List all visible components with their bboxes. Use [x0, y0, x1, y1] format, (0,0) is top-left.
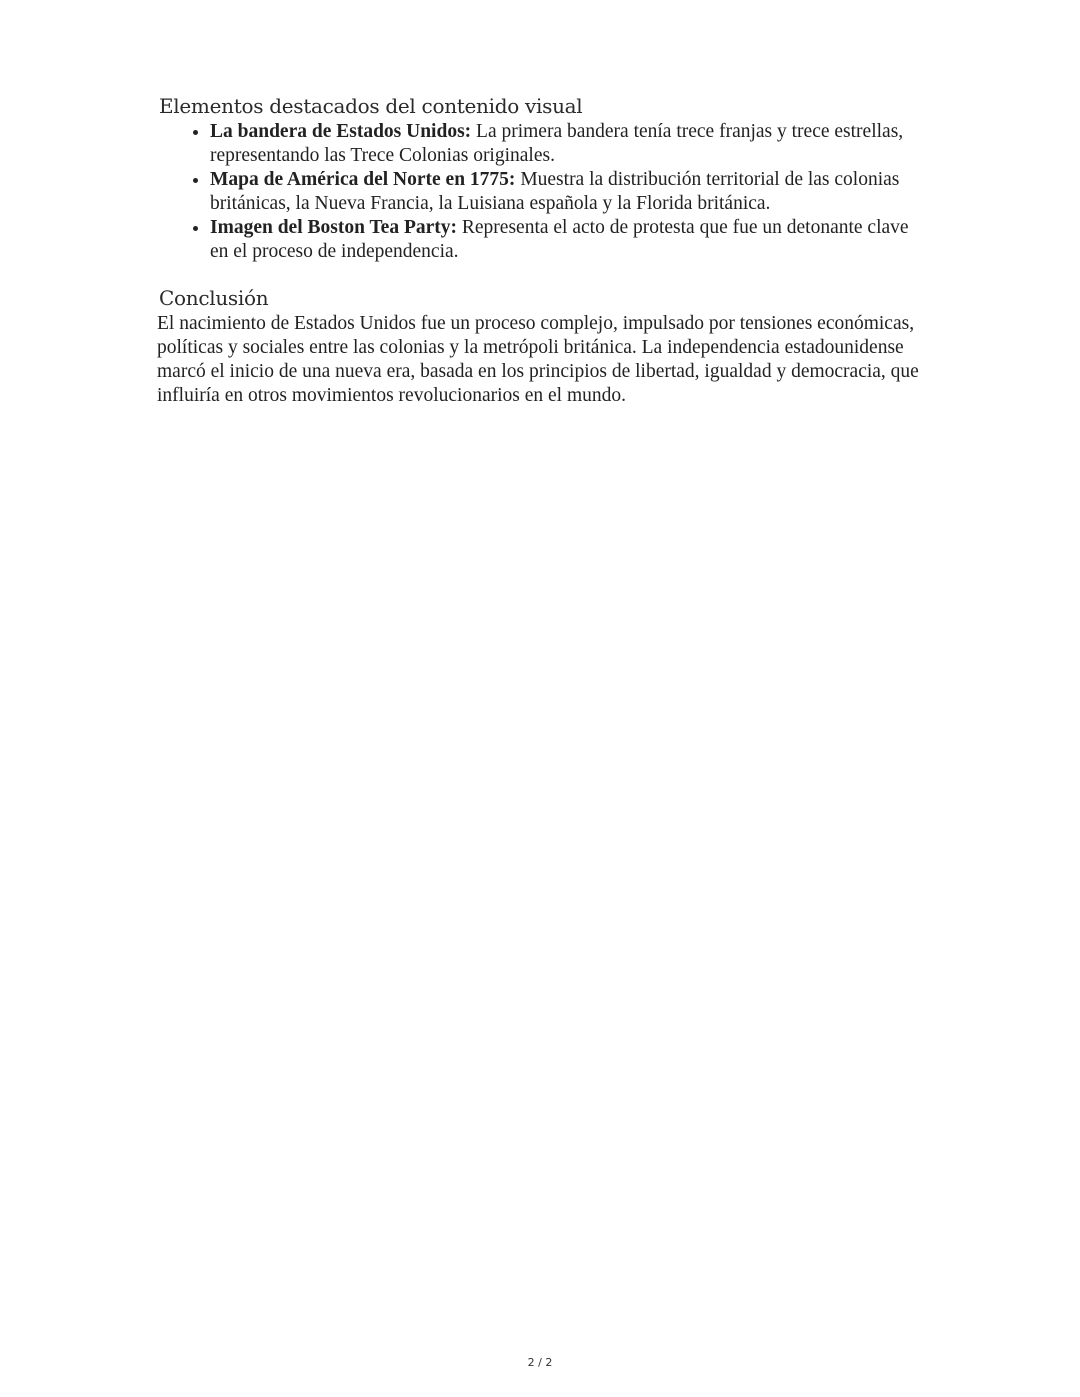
- section-heading-visual-elements: Elementos destacados del contenido visual: [159, 94, 583, 118]
- conclusion-paragraph: El nacimiento de Estados Unidos fue un proceso complejo, impulsado por tensiones económicas, políticas y sociales entre las colonias y la metrópoli británica. La independencia estadounidense marcó el inicio de una nueva era, basada en los principios de libertad, igualdad y democracia, que influiría en otros movimientos revolucionarios en el mundo.: [157, 313, 919, 406]
- list-item-term: La bandera de Estados Unidos:: [210, 121, 472, 142]
- page-number: 2 / 2: [527, 1356, 553, 1369]
- list-item-text: Muestra la distribución territorial de las colonias británicas, la Nueva Francia, la Luisiana española y la Florida británica.: [210, 169, 900, 214]
- list-item: [210, 120, 922, 168]
- document-content: [157, 94, 922, 408]
- list-item-term: Imagen del Boston Tea Party:: [210, 217, 458, 238]
- list-item-text: Representa el acto de protesta que fue un detonante clave en el proceso de independencia.: [210, 217, 909, 262]
- section-heading-conclusion: Conclusión: [159, 286, 269, 310]
- list-item: [210, 216, 922, 264]
- list-item-text: La primera bandera tenía trece franjas y trece estrellas, representando las Trece Colonias originales.: [210, 121, 904, 166]
- list-item: [210, 168, 922, 216]
- visual-elements-list: [157, 120, 922, 264]
- list-item-term: Mapa de América del Norte en 1775:: [210, 169, 516, 190]
